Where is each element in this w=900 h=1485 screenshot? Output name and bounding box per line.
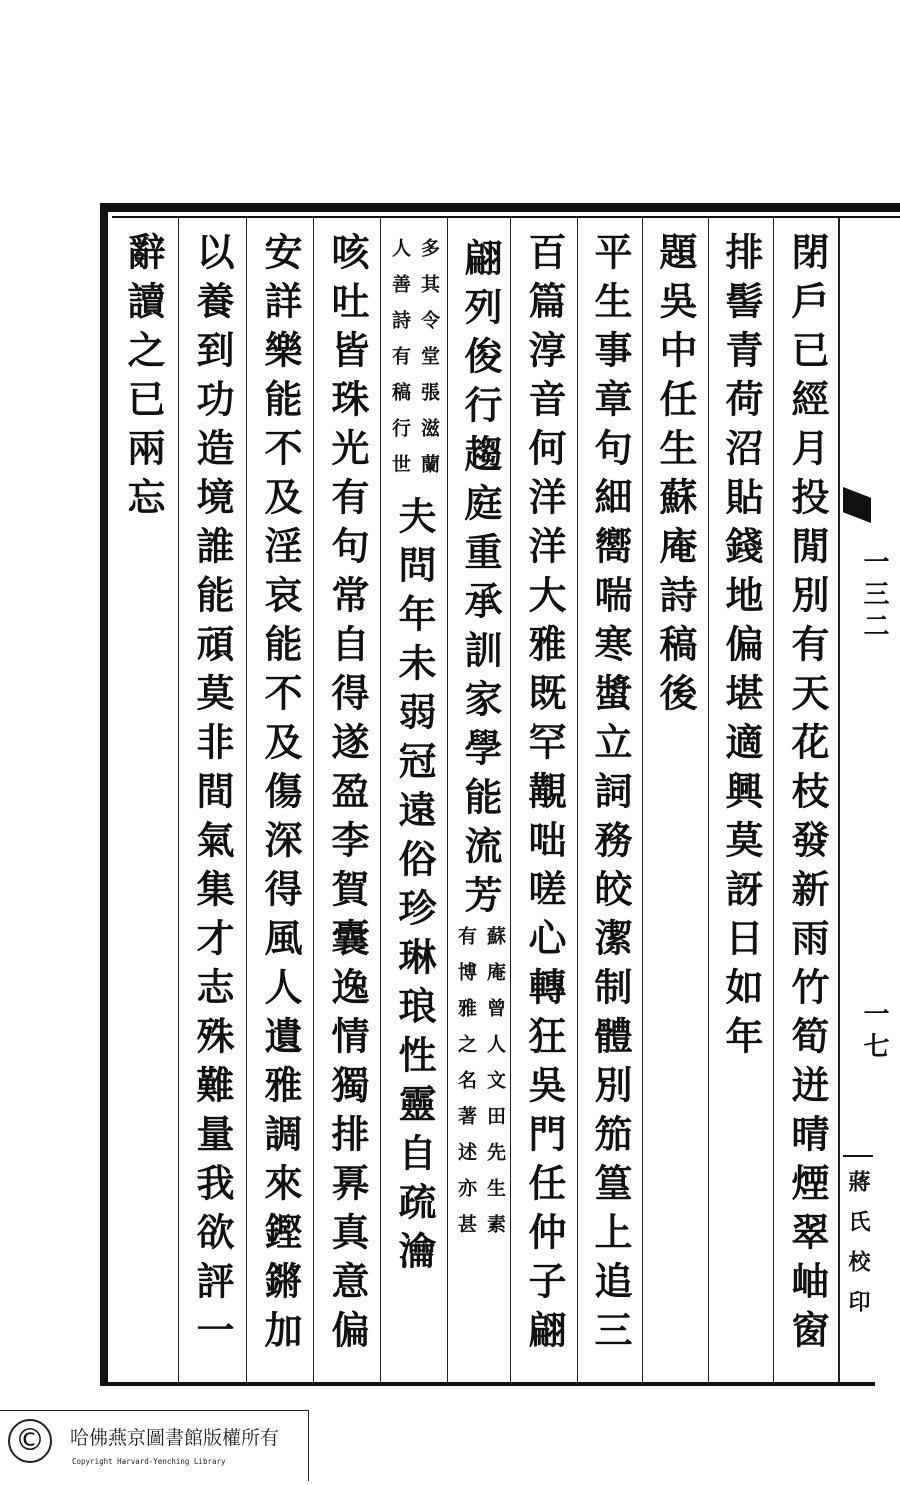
- text-column-8: [318, 232, 376, 1372]
- top-border: [100, 203, 900, 212]
- column-text: 辭讀之已兩忘: [121, 232, 166, 526]
- text-column-2: [712, 232, 770, 1372]
- column-divider: [577, 218, 578, 1382]
- column-text: 百篇淳音何洋洋大雅既罕覯咄嗟心轉狂吳門任仲子翩: [522, 232, 567, 1359]
- text-column-9: [251, 232, 309, 1372]
- text-column-5: [515, 232, 573, 1372]
- copyright-icon: ©: [8, 1419, 52, 1463]
- text-column-6: [451, 238, 509, 1378]
- column-divider: [773, 218, 774, 1382]
- text-column-1: [778, 232, 836, 1372]
- column-divider: [447, 218, 448, 1382]
- copyright-stamp: [0, 1410, 309, 1481]
- poem-title: 題吳中任生蘇庵詩稿後: [653, 232, 698, 722]
- column-text: 平生事章句細嚮喘寒螿立詞務皎潔制體別笳篁上追三: [588, 232, 633, 1359]
- column-divider: [838, 218, 840, 1382]
- column-text: 以養到功造境誰能頑莫非間氣集才志殊難量我欲評一: [190, 232, 235, 1359]
- column-divider: [246, 218, 247, 1382]
- column-divider: [642, 218, 643, 1382]
- top-inner-border: [112, 216, 900, 218]
- text-column-11: [114, 232, 172, 1372]
- note-line-left: 有博雅之名著述亦甚: [455, 926, 477, 1250]
- column-text: 閉戶已經月投閒別有天花枝發新雨竹筍迸晴煙翠岫窗: [785, 232, 830, 1359]
- column-text: 咳吐皆珠光有句常自得遂盈李賀囊逸情獨排奡真意偏: [325, 232, 370, 1359]
- margin-rule: [843, 1155, 873, 1157]
- copyright-text-chinese: 哈佛燕京圖書館版權所有: [70, 1427, 280, 1449]
- bottom-border: [100, 1382, 875, 1386]
- note-line-right: 多其令堂張滋蘭: [418, 238, 440, 490]
- column-divider: [380, 218, 381, 1382]
- column-divider: [313, 218, 314, 1382]
- left-border: [100, 203, 108, 1386]
- column-text: 排髻青荷沼貼錢地偏堪適興莫訝日如年: [719, 232, 764, 1065]
- column-divider: [708, 218, 709, 1382]
- folio-number-bottom: 一七: [859, 1000, 889, 1064]
- note-line-right: 蘇庵曾人文田先生素: [484, 926, 506, 1250]
- text-column-10: [183, 232, 241, 1372]
- column-text: 安詳樂能不及淫哀能不及傷深得風人遺雅調來鏗鏘加: [258, 232, 303, 1359]
- column-divider: [178, 218, 179, 1382]
- text-column-4: [581, 232, 639, 1372]
- note-line-left: 人善詩有稿行世: [389, 238, 411, 490]
- text-column-7: [385, 238, 443, 1378]
- interlinear-note: [451, 926, 509, 1250]
- column-text: 夫問年未弱冠遠俗珍琳琅性靈自疏瀹: [392, 496, 437, 1280]
- copyright-text-english: Copyright Harvard-Yenching Library: [72, 1457, 226, 1466]
- text-column-3-title: [646, 232, 704, 1372]
- column-divider: [510, 218, 511, 1382]
- interlinear-note: [385, 238, 443, 490]
- folio-number-top: 一三二: [859, 548, 889, 644]
- column-text: 翩列俊行趨庭重承訓家學能流芳: [458, 238, 503, 924]
- printer-imprint: 蔣氏校印: [845, 1170, 871, 1330]
